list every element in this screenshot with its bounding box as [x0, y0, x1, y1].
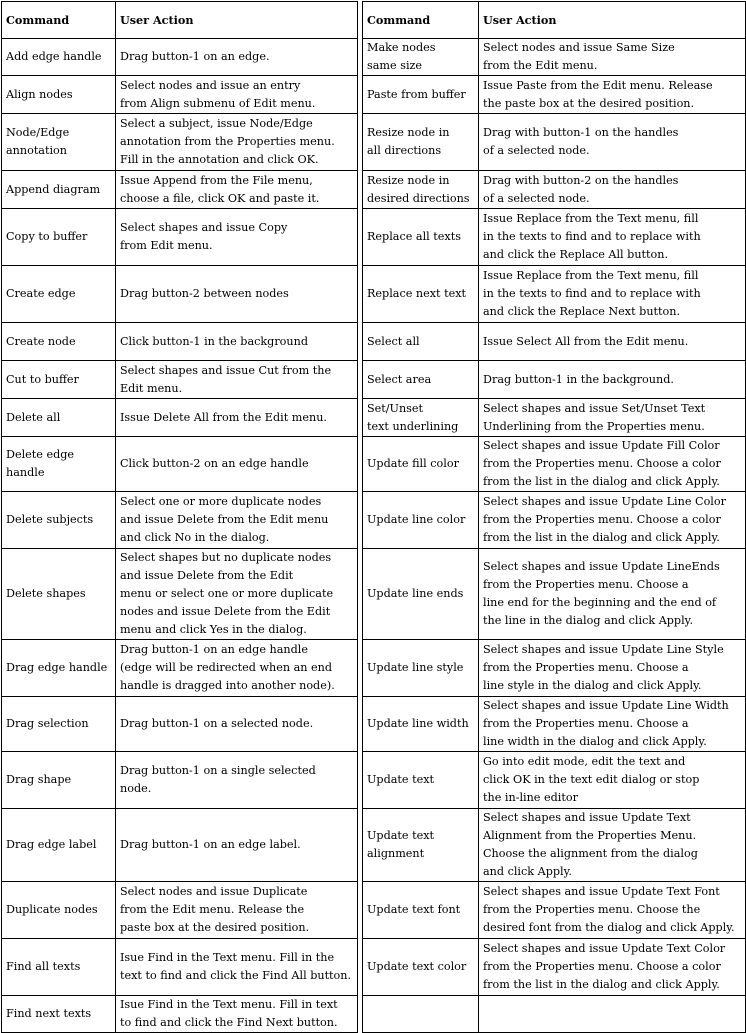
table-row — [2, 437, 746, 492]
command-cell-text: Resize node in all directions — [367, 126, 450, 157]
command-cell-text: Find next texts — [6, 1007, 92, 1020]
command-cell — [363, 39, 479, 76]
command-cell — [2, 437, 116, 492]
table-row — [2, 76, 746, 114]
command-cell — [2, 39, 116, 76]
action-cell — [116, 882, 358, 939]
action-cell — [479, 809, 746, 882]
table-row — [2, 323, 746, 361]
command-cell — [363, 323, 479, 361]
command-cell — [363, 996, 479, 1033]
action-cell — [479, 76, 746, 114]
command-cell — [363, 114, 479, 171]
command-cell-text: Set/Unset text underlining — [367, 401, 459, 433]
action-cell — [479, 939, 746, 996]
command-cell-text: Align nodes — [6, 87, 73, 101]
action-cell — [479, 492, 746, 549]
command-cell — [363, 437, 479, 492]
command-cell-text: Create node — [6, 334, 76, 348]
command-cell-text: Add edge handle — [6, 50, 102, 63]
action-cell — [116, 323, 358, 361]
command-cell — [2, 697, 116, 752]
command-cell-text: Drag edge handle — [6, 661, 108, 674]
command-cell-text: Create edge — [6, 287, 76, 300]
action-cell-text: Drag button-1 on an edge handle (edge will be redirected when an end handle is dragged into another node). — [120, 643, 335, 692]
command-cell — [2, 171, 116, 209]
action-cell-text: Select shapes and issue Copy from Edit menu. — [120, 221, 288, 252]
table-row — [2, 266, 746, 323]
table-row — [2, 939, 746, 996]
action-cell — [479, 39, 746, 76]
command-cell — [2, 209, 116, 266]
action-cell — [116, 209, 358, 266]
action-cell — [479, 399, 746, 437]
action-cell — [116, 266, 358, 323]
command-cell-text: Append diagram — [6, 182, 101, 196]
command-cell-text: Cut to buffer — [6, 372, 79, 386]
action-cell-text: Drag button-1 on a selected node. — [120, 717, 314, 730]
action-cell — [116, 114, 358, 171]
header-left-command: Command — [2, 2, 116, 39]
command-cell — [2, 939, 116, 996]
command-cell-text: Select area — [367, 372, 432, 386]
command-cell-text: Delete all — [6, 410, 61, 424]
command-cell-text: Node/Edge annotation — [6, 126, 70, 157]
command-cell-text: Drag selection — [6, 717, 89, 730]
command-cell — [2, 809, 116, 882]
action-cell-text: Select shapes and issue Update Text Alignment from the Properties Menu. Choose the alignment from the dialog and click Apply. — [483, 811, 698, 878]
action-cell — [116, 996, 358, 1033]
action-cell-text: Select shapes and issue Update Line Style from the Properties menu. Choose a line style in the dialog and click Apply. — [483, 643, 724, 692]
table-row — [2, 399, 746, 437]
command-cell — [2, 361, 116, 399]
action-cell — [116, 549, 358, 640]
command-cell-text: Update text — [367, 773, 435, 786]
table-row — [2, 697, 746, 752]
header-right-command: Command — [363, 2, 479, 39]
header-left-action: User Action — [116, 2, 358, 39]
action-cell — [479, 697, 746, 752]
action-cell-text: Drag button-1 on an edge label. — [120, 838, 301, 851]
action-cell-text: Issue Paste from the Edit menu. Release the paste box at the desired position. — [483, 78, 713, 110]
action-cell-text: Select shapes and issue Update Text Color from the Properties menu. Choose a color from the list in the dialog and click Apply. — [483, 942, 726, 991]
action-cell — [116, 437, 358, 492]
action-cell-text: Drag button-2 between nodes — [120, 287, 289, 300]
action-cell — [116, 640, 358, 697]
command-cell — [363, 399, 479, 437]
action-cell-text: Issue Select All from the Edit menu. — [483, 334, 689, 348]
command-cell-text: Update line width — [367, 717, 469, 730]
action-cell — [116, 361, 358, 399]
action-cell-text: Select shapes and issue Update Text Font from the Properties menu. Choose the desired font from the dialog and click Apply. — [483, 885, 735, 934]
command-cell — [2, 266, 116, 323]
header-row — [2, 2, 746, 39]
command-cell-text: Update text color — [367, 960, 467, 973]
action-cell-text: Issue Delete All from the Edit menu. — [120, 410, 327, 424]
action-cell-text: Drag button-1 in the background. — [483, 372, 674, 386]
action-cell-text: Click button-1 in the background — [120, 334, 308, 348]
table-row — [2, 361, 746, 399]
action-cell — [479, 209, 746, 266]
command-cell — [363, 752, 479, 809]
command-cell — [363, 549, 479, 640]
action-cell-text: Select shapes and issue Update Fill Color from the Properties menu. Choose a color from the list in the dialog and click Apply. — [483, 439, 721, 488]
command-cell — [363, 492, 479, 549]
table-row — [2, 640, 746, 697]
table-row — [2, 549, 746, 640]
command-cell — [2, 323, 116, 361]
command-cell-text: Make nodes same size — [367, 41, 436, 72]
action-cell-text: Click button-2 on an edge handle — [120, 457, 309, 470]
command-cell — [363, 266, 479, 323]
table-row — [2, 996, 746, 1033]
header-right-action: User Action — [479, 2, 746, 39]
action-cell — [479, 996, 746, 1033]
command-cell — [363, 171, 479, 209]
action-cell-text: Select shapes but no duplicate nodes and issue Delete from the Edit menu or select one or more duplicate nodes and issue Delete from the Edit menu and click Yes in the dialog. — [120, 551, 334, 636]
command-cell — [2, 114, 116, 171]
table-row — [2, 882, 746, 939]
table-row — [2, 171, 746, 209]
action-cell — [116, 399, 358, 437]
action-cell-text: Issue Replace from the Text menu, fill in the texts to find and to replace with and click the Replace All button. — [483, 212, 701, 261]
command-cell-text: Drag shape — [6, 773, 72, 786]
action-cell-text: Select a subject, issue Node/Edge annotation from the Properties menu. Fill in the annotation and click OK. — [120, 117, 335, 166]
command-cell-text: Find all texts — [6, 960, 81, 973]
action-cell-text: Drag button-1 on an edge. — [120, 50, 270, 63]
command-cell-text: Update fill color — [367, 457, 459, 470]
command-cell — [363, 882, 479, 939]
command-cell-text: Update line style — [367, 661, 464, 674]
action-cell-text: Select one or more duplicate nodes and issue Delete from the Edit menu and click No in the dialog. — [120, 495, 329, 544]
action-cell — [479, 361, 746, 399]
command-cell — [2, 752, 116, 809]
command-cell — [363, 209, 479, 266]
command-cell-text: Duplicate nodes — [6, 903, 98, 916]
action-cell — [116, 697, 358, 752]
action-cell-text: Select nodes and issue an entry from Align submenu of Edit menu. — [120, 78, 316, 110]
action-cell-text: Issue Replace from the Text menu, fill in the texts to find and to replace with and click the Replace Next button. — [483, 269, 701, 318]
command-cell-text: Replace next text — [367, 287, 467, 300]
command-cell-text: Update line color — [367, 513, 466, 526]
command-cell-text: Paste from buffer — [367, 87, 466, 101]
action-cell-text: Drag with button-2 on the handles of a selected node. — [483, 173, 679, 205]
command-cell-text: Copy to buffer — [6, 230, 88, 243]
command-cell — [363, 76, 479, 114]
action-cell — [479, 549, 746, 640]
command-cell-text: Delete subjects — [6, 513, 94, 526]
command-cell — [2, 996, 116, 1033]
action-cell-text: Select shapes and issue Set/Unset Text Underlining from the Properties menu. — [483, 401, 706, 433]
action-cell-text: Isue Find in the Text menu. Fill in text to find and click the Find Next button. — [120, 998, 338, 1029]
command-cell — [2, 640, 116, 697]
action-cell — [116, 76, 358, 114]
action-cell — [479, 752, 746, 809]
command-cell — [363, 809, 479, 882]
action-cell — [116, 939, 358, 996]
table-row — [2, 39, 746, 76]
action-cell — [479, 437, 746, 492]
action-cell — [479, 171, 746, 209]
command-cell — [2, 882, 116, 939]
command-cell-text: Select all — [367, 334, 420, 348]
command-cell-text: Delete shapes — [6, 587, 86, 600]
table-row — [2, 752, 746, 809]
command-cell-text: Replace all texts — [367, 230, 461, 243]
command-cell — [363, 939, 479, 996]
action-cell — [479, 114, 746, 171]
command-cell — [363, 697, 479, 752]
command-cell — [2, 399, 116, 437]
action-cell-text: Select nodes and issue Same Size from the Edit menu. — [483, 41, 675, 72]
command-cell-text: Resize node in desired directions — [367, 173, 470, 205]
action-cell — [479, 640, 746, 697]
action-cell — [116, 171, 358, 209]
action-cell — [479, 882, 746, 939]
command-cell-text: Update text font — [367, 903, 461, 916]
action-cell-text: Select nodes and issue Duplicate from the Edit menu. Release the paste box at the desired position. — [120, 885, 310, 934]
action-cell — [116, 809, 358, 882]
command-cell-text: Update text alignment — [367, 829, 435, 860]
table-row — [2, 114, 746, 171]
command-cell-text: Drag edge label — [6, 838, 97, 851]
table-row — [2, 492, 746, 549]
action-cell-text: Isue Find in the Text menu. Fill in the text to find and click the Find All button. — [120, 951, 352, 982]
table-row — [2, 809, 746, 882]
action-cell-text: Select shapes and issue Cut from the Edit menu. — [120, 363, 332, 395]
command-cell — [2, 76, 116, 114]
table-row — [2, 209, 746, 266]
action-cell — [479, 266, 746, 323]
table-body — [2, 39, 746, 1033]
command-cell — [2, 549, 116, 640]
command-cell — [2, 492, 116, 549]
action-cell-text: Select shapes and issue Update LineEnds from the Properties menu. Choose a line end for the beginning and the end of the line in the dialog and click Apply. — [483, 560, 720, 627]
action-cell — [116, 39, 358, 76]
command-cell — [363, 640, 479, 697]
action-cell — [116, 492, 358, 549]
action-cell-text: Select shapes and issue Update Line Width from the Properties menu. Choose a line width in the dialog and click Apply. — [483, 699, 729, 748]
command-cell-text: Update line ends — [367, 587, 464, 600]
action-cell-text: Select shapes and issue Update Line Color from the Properties menu. Choose a color from the list in the dialog and click Apply. — [483, 495, 726, 544]
action-cell-text: Drag with button-1 on the handles of a selected node. — [483, 126, 679, 157]
action-cell-text: Go into edit mode, edit the text and click OK in the text edit dialog or stop the in-line editor — [483, 755, 700, 804]
command-table — [1, 1, 746, 1033]
action-cell-text: Drag button-1 on a single selected node. — [120, 764, 316, 795]
command-cell-text: Delete edge handle — [6, 448, 75, 479]
command-cell — [363, 361, 479, 399]
action-cell — [479, 323, 746, 361]
action-cell-text: Issue Append from the File menu, choose a file, click OK and paste it. — [120, 173, 320, 205]
action-cell — [116, 752, 358, 809]
